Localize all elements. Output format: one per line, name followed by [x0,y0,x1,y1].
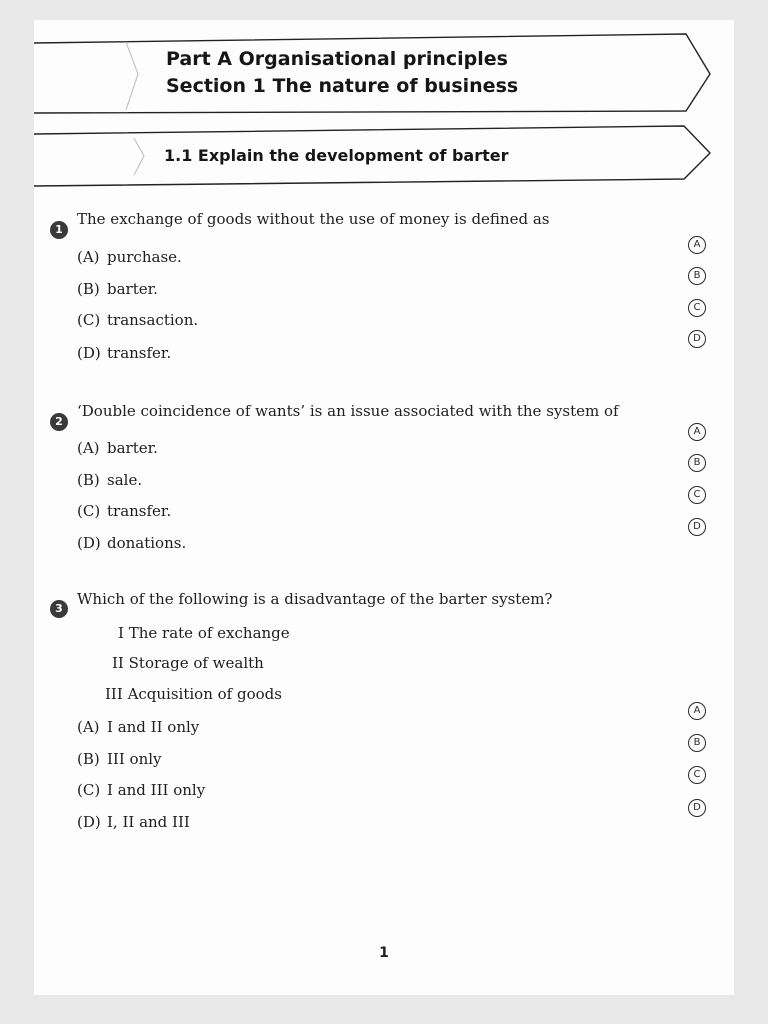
option-label: (C) [77,781,101,799]
option-d [77,344,171,362]
option-c [77,781,205,799]
option-label: (A) [77,439,100,457]
statement-text: Acquisition of goods [127,685,282,703]
statement-item [118,624,290,642]
option-a [77,439,158,457]
option-text: I and III only [107,781,206,799]
answer-bubble-b[interactable]: B [688,267,706,285]
page-number: 1 [379,945,389,961]
option-text: barter. [107,439,158,457]
option-label: (B) [77,471,100,489]
document-page [34,20,734,995]
option-d [77,813,190,831]
question-number-badge: 3 [50,600,68,618]
option-c [77,502,171,520]
option-a [77,248,182,266]
statement-item [105,685,282,703]
option-text: sale. [107,471,143,489]
statement-text: The rate of exchange [128,624,290,642]
question-text: The exchange of goods without the use of money is defined as [77,210,550,228]
option-label: (D) [77,813,101,831]
option-label: (D) [77,534,101,552]
option-text: transfer. [107,502,172,520]
option-label: (C) [77,502,101,520]
option-b [77,280,158,298]
answer-bubble-d[interactable]: D [688,330,706,348]
option-text: transfer. [107,344,172,362]
answer-bubble-c[interactable]: C [688,486,706,504]
option-label: (C) [77,311,101,329]
answer-bubble-d[interactable]: D [688,518,706,536]
option-c [77,311,198,329]
question-text: ‘Double coincidence of wants’ is an issue associated with the system of [77,402,619,420]
option-text: donations. [107,534,187,552]
answer-bubble-c[interactable]: C [688,299,706,317]
option-text: III only [107,750,162,768]
statement-numeral: III [105,685,123,703]
answer-bubble-a[interactable]: A [688,423,706,441]
answer-bubble-d[interactable]: D [688,799,706,817]
option-label: (A) [77,718,100,736]
statement-numeral: II [112,654,124,672]
option-text: barter. [107,280,158,298]
option-text: I and II only [107,718,200,736]
answer-bubble-b[interactable]: B [688,734,706,752]
option-text: I, II and III [107,813,190,831]
statement-item [112,654,264,672]
option-d [77,534,186,552]
option-label: (B) [77,280,100,298]
answer-bubble-a[interactable]: A [688,236,706,254]
option-text: transaction. [107,311,199,329]
option-label: (D) [77,344,101,362]
part-title: Part A Organisational principles [166,48,508,70]
answer-bubble-c[interactable]: C [688,766,706,784]
question-number-badge: 2 [50,413,68,431]
option-label: (B) [77,750,100,768]
question-text: Which of the following is a disadvantage of the barter system? [77,590,553,608]
question-number-badge: 1 [50,221,68,239]
option-b [77,471,142,489]
answer-bubble-a[interactable]: A [688,702,706,720]
option-b [77,750,162,768]
statement-text: Storage of wealth [128,654,264,672]
statement-numeral: I [118,624,124,642]
answer-bubble-b[interactable]: B [688,454,706,472]
option-label: (A) [77,248,100,266]
option-a [77,718,199,736]
topic-title: 1.1 Explain the development of barter [164,146,509,165]
section-title: Section 1 The nature of business [166,75,519,97]
option-text: purchase. [107,248,182,266]
